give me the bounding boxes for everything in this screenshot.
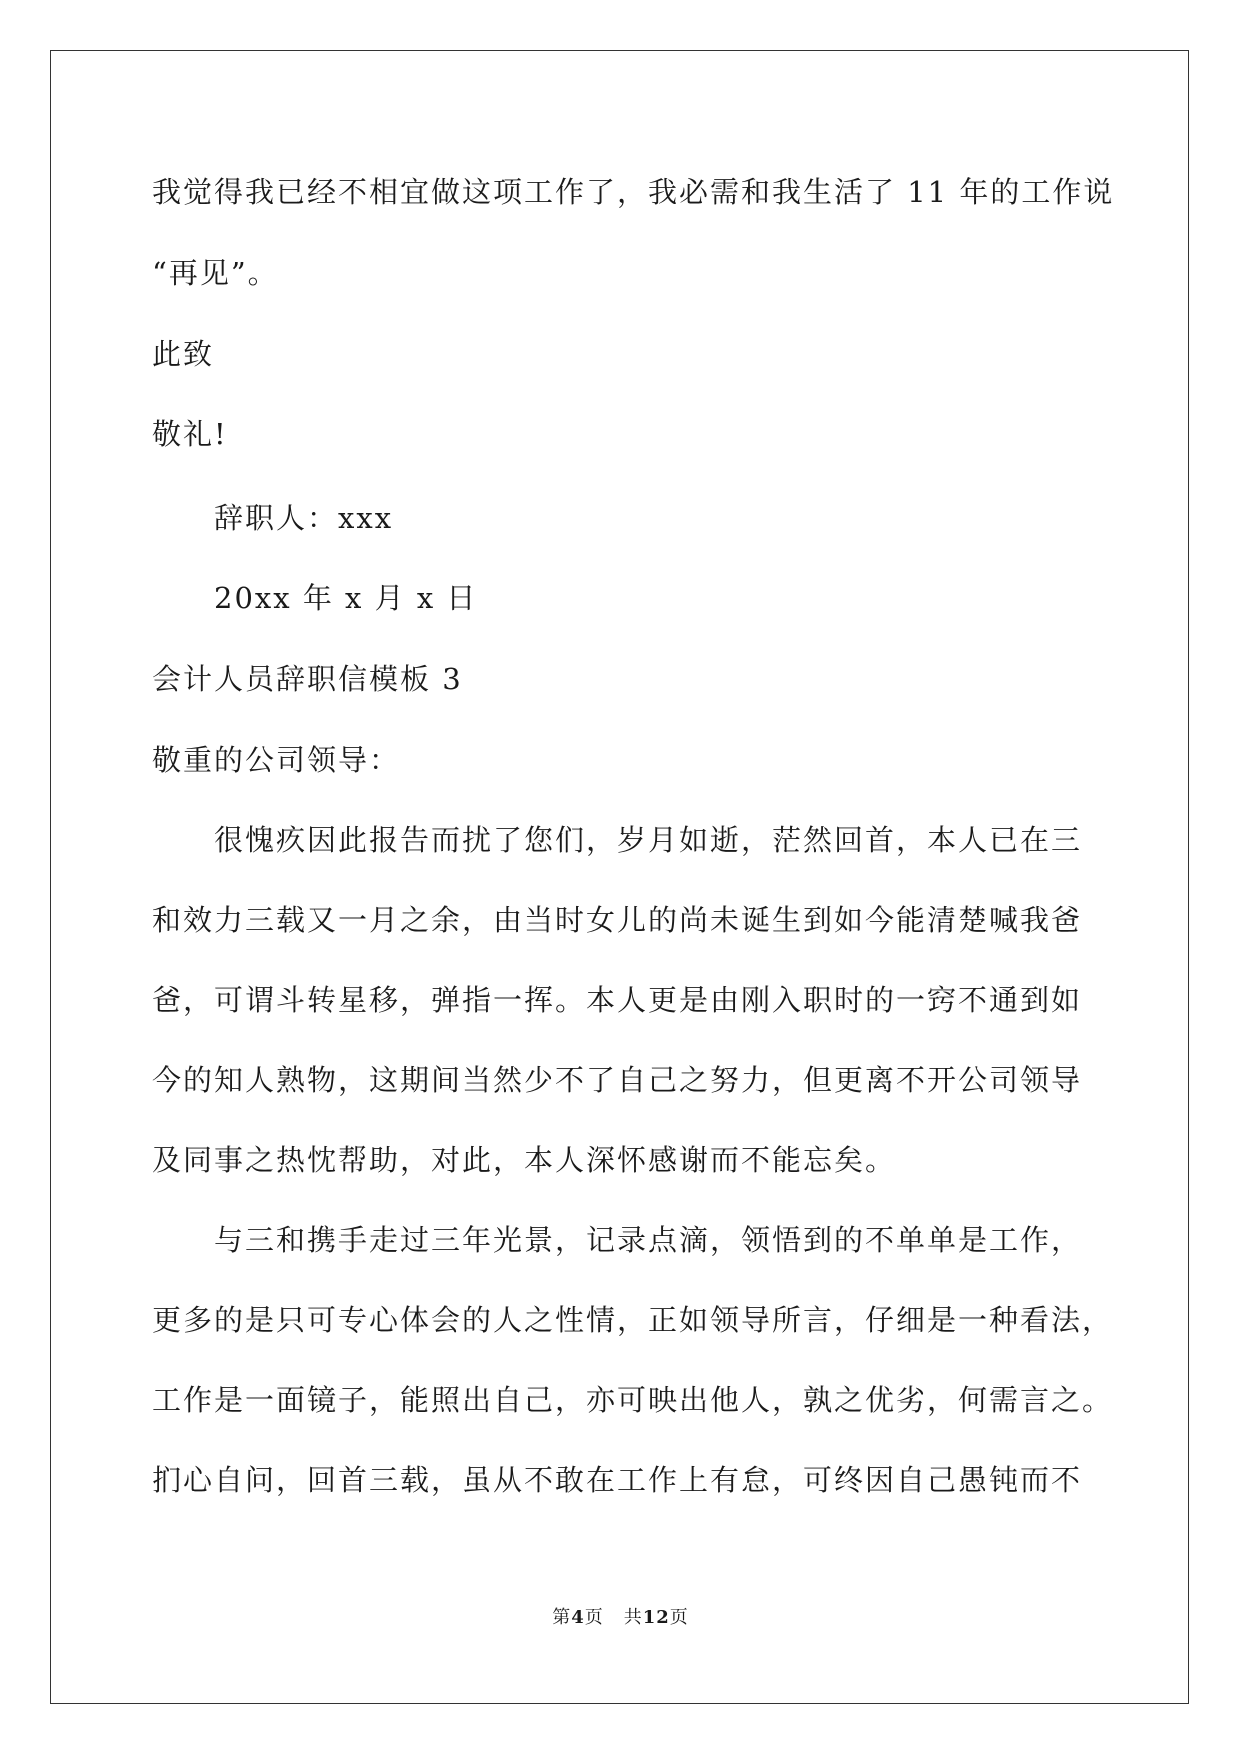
page-number: 4 (571, 1607, 585, 1628)
salutation-closing: 此致 (152, 337, 215, 371)
section-title: 会计人员辞职信模板 3 (152, 662, 463, 696)
text-line: 我觉得我已经不相宜做这项工作了，我必需和我生活了 11 年的工作说 (152, 175, 1115, 209)
page-footer (0, 1606, 1241, 1630)
page-prefix: 第 (552, 1607, 572, 1628)
salutation-regards: 敬礼! (152, 417, 228, 451)
paragraph-line: 爸，可谓斗转星移，弹指一挥。本人更是由刚入职时的一窍不通到如 (152, 983, 1083, 1017)
paragraph-line: 及同事之热忱帮助，对此，本人深怀感谢而不能忘矣。 (152, 1143, 897, 1177)
paragraph-line: 很愧疚因此报告而扰了您们，岁月如逝，茫然回首，本人已在三 (214, 823, 1083, 857)
paragraph-line: 今的知人熟物，这期间当然少不了自己之努力，但更离不开公司领导 (152, 1063, 1083, 1097)
paragraph-line: 工作是一面镜子，能照出自己，亦可映出他人，孰之优劣，何需言之。 (152, 1383, 1114, 1417)
date-line: 20xx 年 x 月 x 日 (214, 581, 478, 615)
paragraph-line: 与三和携手走过三年光景，记录点滴，领悟到的不单单是工作， (214, 1223, 1083, 1257)
total-suffix: 页 (669, 1607, 689, 1628)
paragraph-line: 更多的是只可专心体会的人之性情，正如领导所言，仔细是一种看法， (152, 1303, 1114, 1337)
text-line: “再见”。 (152, 256, 279, 290)
total-pages: 12 (642, 1607, 670, 1628)
greeting: 敬重的公司领导： (152, 743, 401, 777)
paragraph-line: 扪心自问，回首三载，虽从不敢在工作上有怠，可终因自己愚钝而不 (152, 1463, 1083, 1497)
page-border (50, 50, 1189, 1704)
signatory: 辞职人：xxx (214, 501, 394, 535)
page-suffix: 页 (584, 1607, 604, 1628)
total-prefix: 共 (623, 1607, 643, 1628)
paragraph-line: 和效力三载又一月之余，由当时女儿的尚未诞生到如今能清楚喊我爸 (152, 903, 1083, 937)
